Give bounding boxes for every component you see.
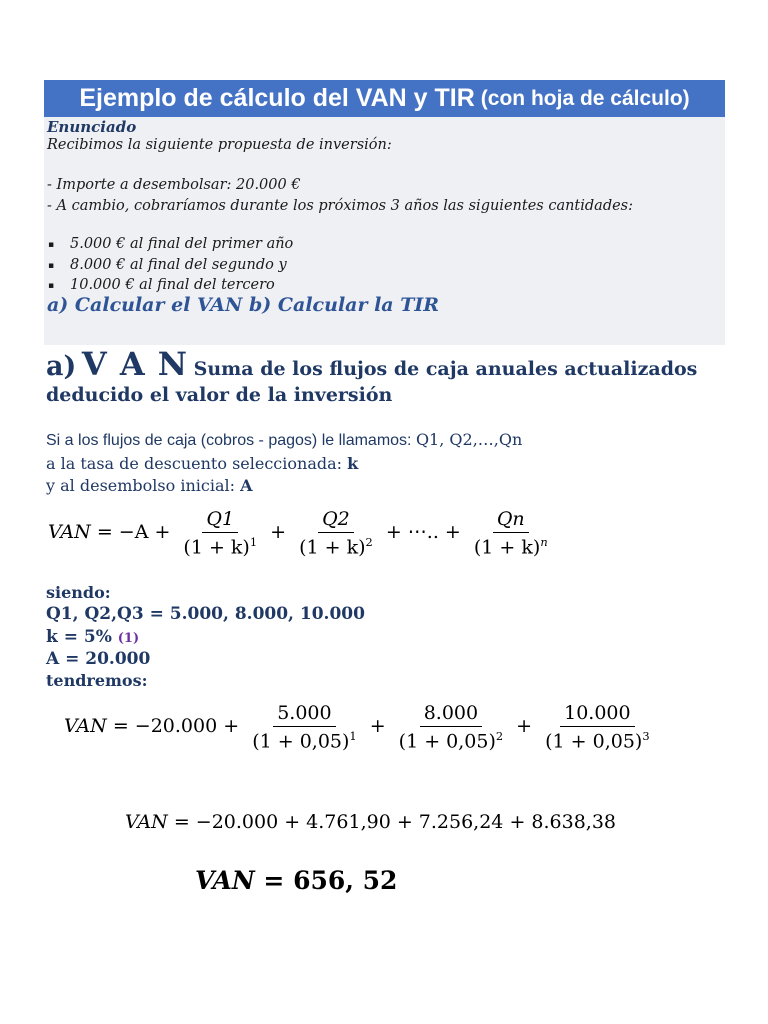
van-prefix: a) (46, 351, 77, 382)
van-description-2: deducido el valor de la inversión (46, 384, 393, 406)
title-bar (44, 80, 725, 117)
statement-label: Enunciado (47, 118, 137, 136)
tendremos-label: tendremos: (46, 671, 148, 690)
fraction-year-2: $\frac{8.000}{(1 + 0,05)^2}$ (398, 702, 504, 753)
definition-flows: Si a los flujos de caja (cobros - pagos) le llamamos: Q1, Q2,…,Qn (46, 430, 523, 449)
statement-line-returns: - A cambio, cobraríamos durante los próximos 3 años las siguientes cantidades: (47, 198, 634, 214)
van-description: Suma de los flujos de caja anuales actualizados (193, 358, 698, 380)
statement-intro: Recibimos la siguiente propuesta de inversión: (47, 137, 392, 153)
statement-item-3: 10.000 € al final del tercero (70, 277, 275, 293)
statement-box (44, 117, 725, 345)
statement-line-amount: - Importe a desembolsar: 20.000 € (47, 177, 301, 193)
van-title: V A N (81, 345, 189, 383)
siendo-q-values: Q1, Q2,Q3 = 5.000, 8.000, 10.000 (46, 604, 365, 624)
siendo-a-value: A = 20.000 (46, 649, 151, 669)
formula-sum: VAN = −20.000 + 4.761,90 + 7.256,24 + 8.638,38 (125, 811, 617, 833)
page-title: Ejemplo de cálculo del VAN y TIR (79, 84, 475, 112)
formula-general: VAN = −A + $\frac{Q1}{(1 + k)^1}$ + $\frac{Q2}{(1 + k)^2}$ + ⋯.. + $\frac{Qn}{(1 + k)^n}$ (48, 508, 555, 558)
definition-rate: a la tasa de descuento seleccionada: k (46, 454, 359, 473)
fraction-year-1: $\frac{5.000}{(1 + 0,05)^1}$ (252, 702, 357, 753)
page-subtitle: (con hoja de cálculo) (480, 86, 690, 110)
statement-item-1: 5.000 € al final del primer año (70, 236, 294, 252)
fraction-year-3: $\frac{10.000}{(1 + 0,05)^3}$ (545, 702, 650, 753)
fraction-q1: $\frac{Q1}{(1 + k)^1}$ (183, 508, 258, 559)
statement-item-2: 8.000 € al final del segundo y (70, 257, 287, 273)
definition-investment: y al desembolso inicial: A (46, 476, 253, 495)
footnote-ref: (1) (117, 631, 140, 646)
bullet-icon: ▪ (48, 240, 55, 250)
fraction-q2: $\frac{Q2}{(1 + k)^2}$ (299, 508, 373, 559)
siendo-label: siendo: (46, 583, 111, 602)
siendo-k-value: k = 5% (1) (46, 627, 140, 647)
van-heading (46, 345, 736, 383)
formula-result: VAN = 656, 52 (195, 866, 398, 895)
bullet-icon: ▪ (48, 261, 55, 271)
bullet-icon: ▪ (48, 281, 55, 291)
formula-values: VAN = −20.000 + $\frac{5.000}{(1 + 0,05)^1}$ + $\frac{8.000}{(1 + 0,05)^2}$ + $\frac{10.000}{(1 + 0,05)^3}$ (64, 702, 657, 752)
fraction-qn: $\frac{Qn}{(1 + k)^n}$ (473, 508, 548, 559)
statement-question: a) Calcular el VAN b) Calcular la TIR (47, 294, 440, 316)
